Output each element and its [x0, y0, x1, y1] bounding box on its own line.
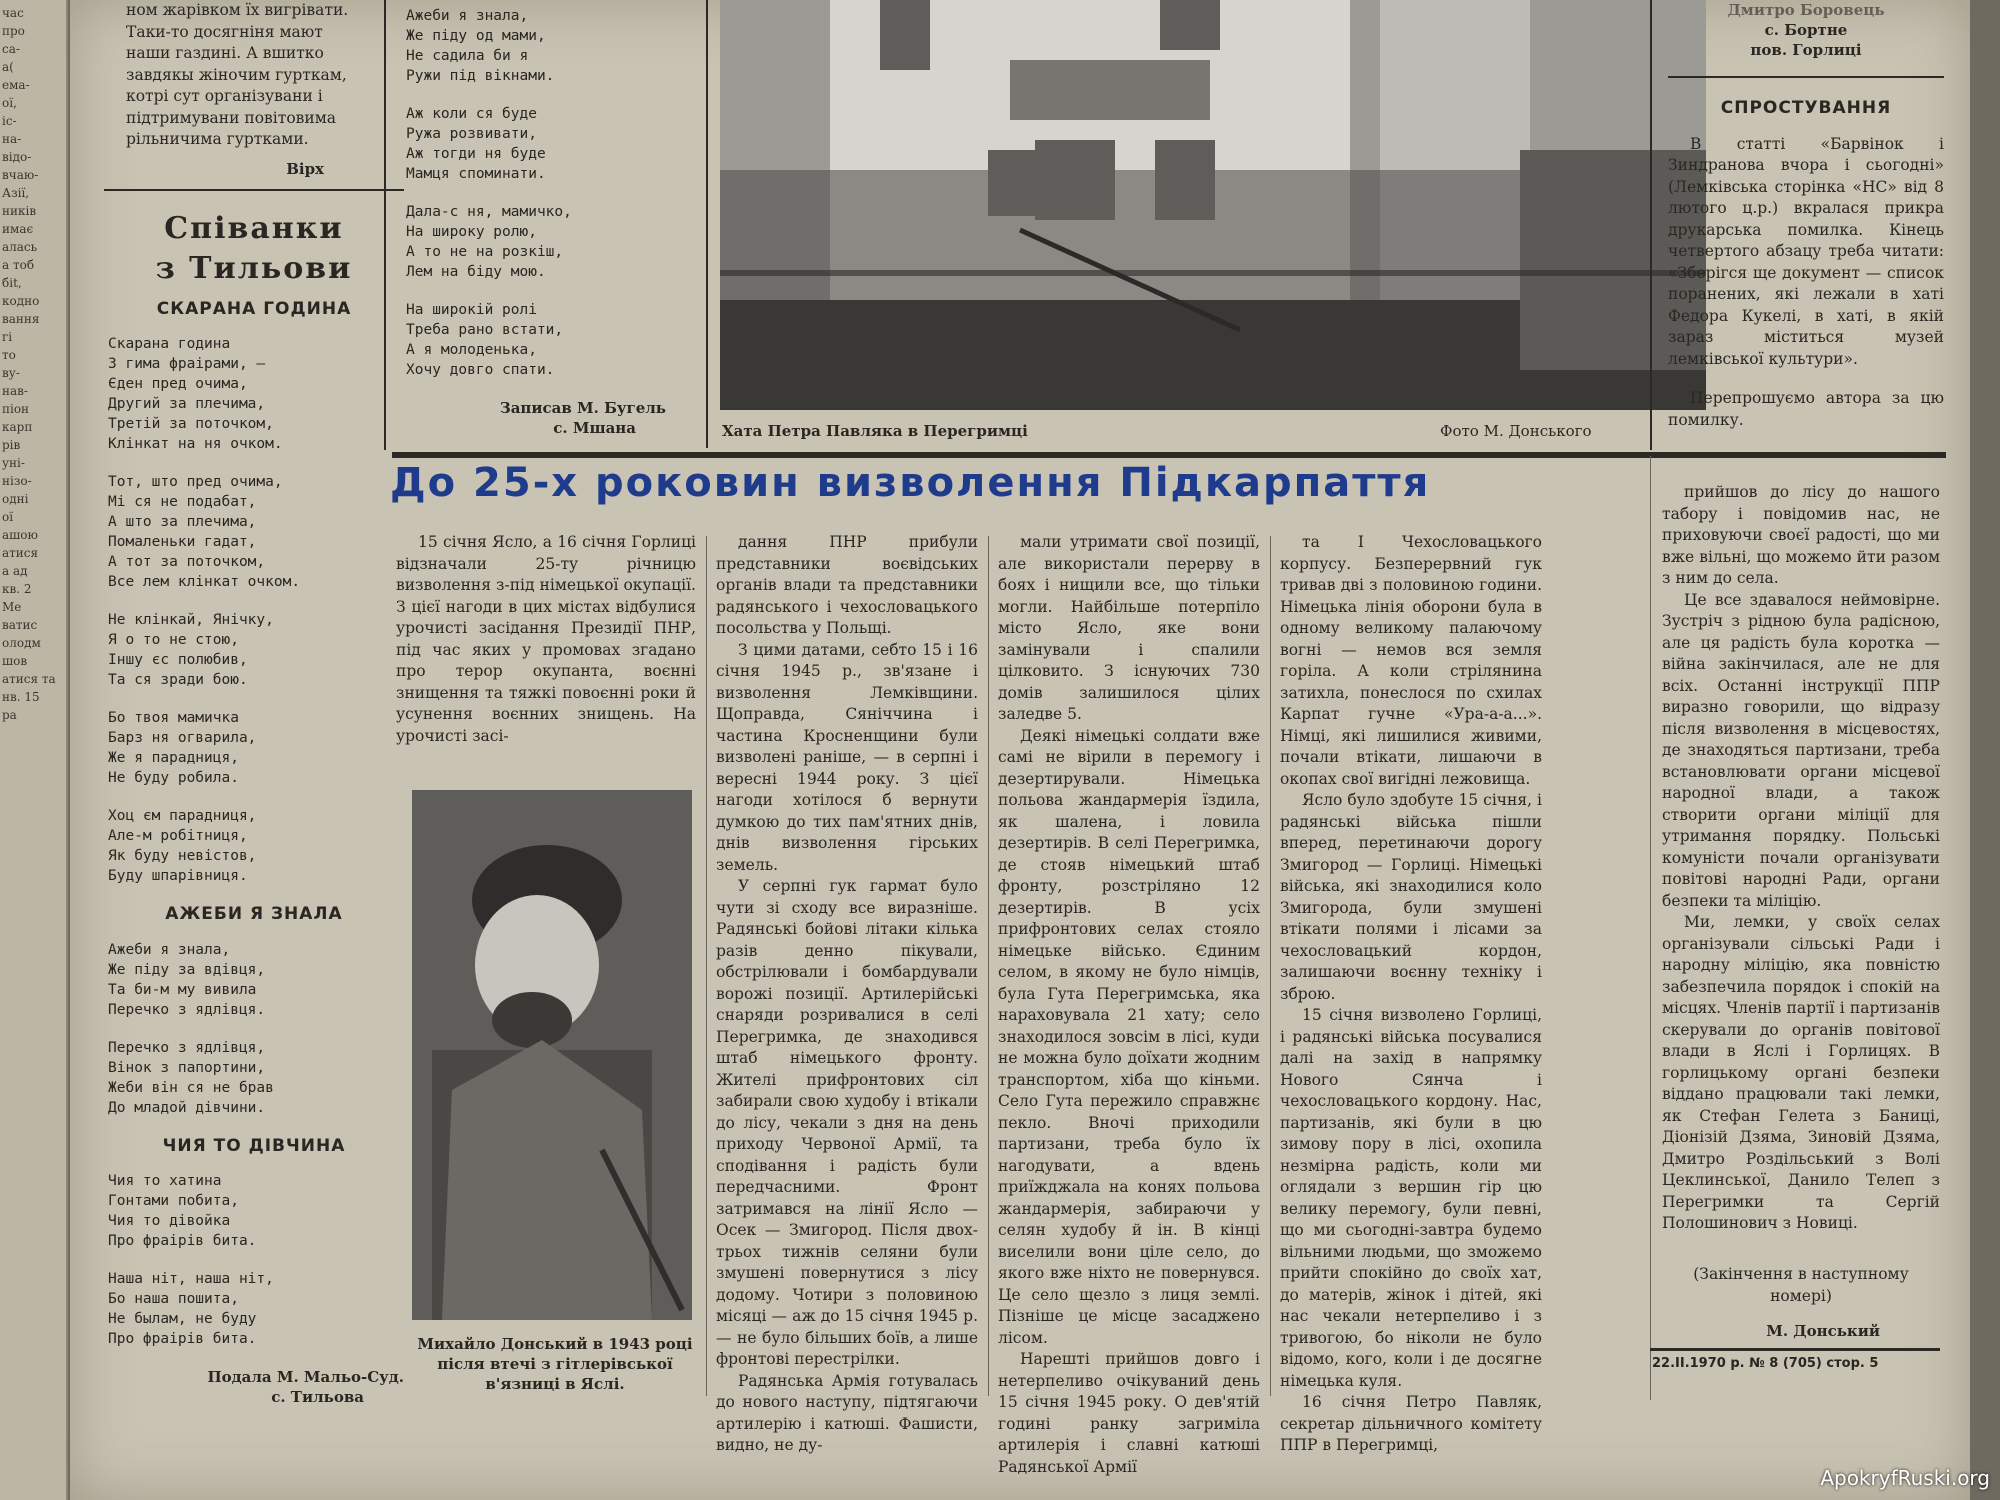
previous-page-fragment: піон — [2, 402, 30, 416]
previous-page-fragment: а тоб — [2, 258, 35, 272]
stanza — [108, 610, 404, 690]
stanza — [108, 1171, 404, 1251]
text-line: Таки-то досягнiня мают — [126, 22, 323, 41]
article-paragraph: 16 січня Петро Павляк, секретар дільничного комітету ППР в Перегримці, — [1280, 1393, 1542, 1454]
verse-line: Тот, што пред очима, — [108, 474, 283, 490]
previous-page-fragment: алась — [2, 240, 38, 254]
verse-line: Барз ня огварила, — [108, 730, 257, 746]
column-rule — [384, 0, 386, 450]
previous-page-fragment: Ме — [2, 600, 22, 614]
verse-line: Хоц єм парадниця, — [108, 808, 257, 824]
song2-text — [104, 940, 404, 1118]
previous-page-fragment: про — [2, 24, 25, 38]
previous-page-fragment: нізо- — [2, 474, 32, 488]
correction-apology — [1668, 388, 1944, 431]
article-paragraph: прийшов до лісу до нашого табору і повідомив нас, не приховуючи своєї радості, що ми вже вільні, що можемо йти разом з ним до села. — [1662, 483, 1940, 587]
verse-line: Не клінкай, Янічку, — [108, 612, 274, 628]
verse-line: Дала-с ня, мамичко, — [406, 204, 572, 220]
previous-page-fragment: ра — [2, 708, 17, 722]
text-line: наши газдині. А вшитко — [126, 44, 324, 62]
verse-line: Бо твоя мамичка — [108, 710, 239, 726]
poem-signature-name: Записав М. Бугель — [499, 399, 666, 417]
continued-note: (Закінчення в наступному номері) — [1693, 1265, 1909, 1305]
verse-line: Єден пред очима, — [108, 376, 248, 392]
stanza — [108, 1269, 404, 1349]
correction-text — [1668, 134, 1944, 371]
previous-page-fragment: час — [2, 6, 24, 20]
column-rule — [1650, 0, 1652, 450]
stanza — [406, 6, 706, 86]
article-column-5 — [1662, 482, 1940, 1235]
article-paragraph: Деякі німецькі солдати вже самі не вірили в перемогу і дезертирували. Німецька польова жандармерія їздила, як шалена, і ловила дезертирів. В селі Перегримка, де стояв німецький штаб фронту, розстріляно 12 дезертирів. В усіх прифронтових селах стояло німецьке військо. Єдиним селом, в якому не було німців, була Гута Перегримська, яка нараховувала 21 хату; село знаходилося зовсім в лісі, куди не можна було доїхати жодним транспортом, хіба що кіньми. Село Гута пережило справжнє пекло. Вночі приходили партизани, треба було їх нагодувати, а вдень приїжджала на конях польова жандармерія, забираючи у селян худобу й ін. В кінці виселили вони ціле село, до якого вже ніхто не повернувся. Це село щезло з лиця землі. Пізніше це місце засаджено лісом. — [998, 726, 1260, 1347]
stanza — [108, 806, 404, 886]
verse-line: Жеби він ся не брав — [108, 1079, 274, 1096]
verse-line: Бо наша пошита, — [108, 1291, 239, 1307]
previous-page-fragment: нав- — [2, 384, 28, 398]
article-paragraph: З цими датами, себто 15 і 16 січня 1945 р., зв'язане і визволення Лемківщини. Щоправда, Сяніччина і частина Кросненщини були визволені раніше, — в серпні і вересні 1944 року. З цієї нагоди хотілося б вернути думкою до тих пам'ятних днів, днів визволення гірських земель. — [716, 640, 978, 874]
article-column-1 — [396, 532, 696, 747]
verse-line: Ажеби я знала, — [108, 941, 231, 958]
verse-line: На широку ролю, — [406, 224, 537, 240]
verse-line: А я молоденька, — [406, 342, 537, 358]
previous-page-fragment: ву- — [2, 366, 20, 380]
house-photo-credit: Фото М. Донського — [1440, 422, 1592, 440]
previous-page-fragment: бit, — [2, 276, 22, 290]
previous-page-fragment: атися та — [2, 672, 56, 686]
column-rule — [706, 536, 707, 1396]
portrait-caption: Михайло Донський в 1943 році після втечі з гітлерівської в'язниці в Яслі. — [417, 1335, 693, 1393]
previous-page-fragment: ашою — [2, 528, 38, 542]
song3-signature-name: Подала М. Мальо-Суд. — [207, 1368, 404, 1386]
verse-line: Не садила би я — [406, 48, 529, 64]
text-line: котрі сут організувани і — [126, 87, 323, 105]
songs-heading-line2: з Тильови — [155, 250, 353, 286]
poem-signature-village: с. Мшана — [553, 419, 636, 437]
verse-line: Ружи під вікнами. — [406, 68, 555, 84]
poem-continuation — [406, 6, 706, 380]
verse-line: Гонтами побита, — [108, 1193, 239, 1209]
songs-heading-line1: Співанки — [164, 210, 344, 246]
verse-line: Лем на біду мою. — [406, 264, 546, 280]
verse-line: Але-м робітниця, — [108, 828, 248, 844]
verse-line: Не буду робила. — [108, 770, 239, 786]
left-column — [104, 0, 404, 1407]
top-signature: Вірх — [286, 159, 324, 178]
verse-line: А тот за поточком, — [108, 554, 266, 570]
previous-page-fragment: ої — [2, 510, 14, 524]
previous-page-fragment: ватис — [2, 618, 38, 632]
poem-column — [406, 6, 706, 438]
article-column-4 — [1280, 532, 1542, 1457]
verse-line: Аж тогди ня буде — [406, 146, 546, 162]
previous-page-fragment: олодм — [2, 636, 41, 650]
stanza — [108, 472, 404, 592]
right-signature — [1668, 0, 1944, 60]
previous-page-fragment: уні- — [2, 456, 25, 470]
article-paragraph: 15 січня визволено Горлиці, і радянські війська посувалися далі на захід в напрямку Нового Сянча і чехословацького кордону. Нас, партизанів, які були в цю зимову пору в лісі, охопила незмірна радість, коли ми оглядали з вершин гір цю велику перемогу, були певні, що ми сьогодні-завтра будемо вільними людьми, що зможемо прийти спокійно до своїх хат, до матерів, жінок і дітей, які нас чекали нетерпеливо і з тривогою, бо ніколи не було відомо, кого, коли і де досягне німецька куля. — [1280, 1006, 1542, 1390]
article-paragraph: та І Чехословацького корпусу. Безперервний гук тривав дві з половиною години. Німецька лінія оборони була в одному великому палаючому вогні — немов вся земля горіла. А коли стрілянина затихла, понеслося по схилах Карпат гучне «Ура-а-а...». Німці, які лишилися живими, почали втікати, лишаючи в окопах свої вигідні лежовища. — [1280, 533, 1542, 788]
top-text-fragment — [104, 0, 404, 151]
article-author: М. Донський — [1766, 1322, 1880, 1340]
verse-line: Як буду невістов, — [108, 848, 257, 864]
verse-line: А то не на розкіш, — [406, 244, 564, 260]
article-paragraph: Радянська Армія готувалась до нового наступу, підтягаючи артилерію і катюші. Фашисти, видно, не ду- — [716, 1371, 978, 1454]
right-signature-name: Дмитро Боровець — [1727, 1, 1885, 19]
previous-page-fragment: нв. 15 — [2, 690, 40, 704]
text-line: завдякы жіночим гурткам, — [126, 65, 347, 84]
article-end — [1662, 1264, 1940, 1341]
stanza — [108, 708, 404, 788]
previous-page-fragment: атися — [2, 546, 39, 560]
previous-page-fragment: кв. 2 — [2, 582, 32, 596]
article-paragraph: Це все здавалося неймовірне. Зустріч з рідною була радісною, але ця радість була коротка — війна закінчилася, але не для всіх. Останні інструкції ППР виразно говорили, що відразу після визволення в місцевостях, де знаходяться партизани, треба встановлювати органи місцевої народної влади, а також створити органи міліції для утримання порядку. Польські комуністи почали організувати повітові народні Ради, органи безпеки та міліцію. — [1662, 590, 1940, 910]
verse-line: Наша ніт, наша ніт, — [108, 1271, 274, 1287]
verse-line: Скарана година — [108, 336, 231, 352]
newspaper-page — [70, 0, 1970, 1500]
previous-page-fragment: одні — [2, 492, 29, 506]
right-signature-district: пов. Горлиці — [1750, 41, 1862, 59]
song1-text — [104, 334, 404, 886]
verse-line: Ружа розвивати, — [406, 126, 537, 142]
article-column-3 — [998, 532, 1260, 1478]
song2-title: АЖЕБИ Я ЗНАЛА — [165, 904, 343, 924]
stanza — [406, 104, 706, 184]
verse-line: Же я парадниця, — [108, 750, 239, 766]
verse-line: На широкій ролі — [406, 302, 537, 318]
column-rule — [988, 536, 989, 1396]
previous-page-fragment: рів — [2, 438, 21, 452]
right-top-column — [1668, 0, 1944, 431]
headline-rule — [392, 452, 1946, 458]
verse-line: З гима фраірами, — — [108, 356, 266, 372]
verse-line: До младой дівчини. — [108, 1099, 266, 1116]
previous-page-fragment: то — [2, 348, 16, 362]
verse-line: Перечко з ядлівця. — [108, 1001, 266, 1018]
article-column-2 — [716, 532, 978, 1457]
right-signature-village: с. Бортне — [1764, 21, 1848, 39]
previous-page-fragment: вання — [2, 312, 40, 326]
verse-line: Же піду од мами, — [406, 28, 546, 44]
previous-page-fragment: відо- — [2, 150, 32, 164]
verse-line: Третій за поточком, — [108, 416, 274, 432]
article-paragraph: Нарешті прийшов довго і нетерпеливо очікуваний день 15 січня 1945 року. О дев'ятій годині ранку загриміла артилерія і славні катюші Радянської Армії — [998, 1350, 1260, 1476]
verse-line: Мі ся не подабат, — [108, 494, 257, 510]
article-paragraph: Ми, лемки, у своїх селах організували сільські Ради і народну міліцію, яка повністю забезпечила порядок і спокій на місцях. Членів партії і партизанів скерували до органів повітової влади в Яслі і Горлицях. В горлицькому органі безпеки віддано працювали такі лемки, як Стефан Гелета з Баниці, Діонізій Дзяма, Зиновій Дзяма, Дмитро Роздільський з Волі Цеклинської, Данило Телеп з Перегримки та Сергій Полошинович з Новиці. — [1662, 913, 1940, 1232]
footer-rule — [1650, 1348, 1940, 1351]
previous-page-fragment: шов — [2, 654, 28, 668]
poem-signature — [406, 398, 666, 438]
previous-page-fragment: имає — [2, 222, 34, 236]
verse-line: Же піду за вдівця, — [108, 961, 266, 978]
verse-line: Аж коли ся буде — [406, 106, 537, 122]
correction-paragraph: В статті «Барвінок і Зиндранова вчора і сьогодні» (Лемківська сторінка «НС» від 8 лютого ц.р.) вкралася прикра друкарська помилка. Кінець четвертого абзацу треба читати: «Зберігся ще документ — список поранених, які лежали в хаті Федора Кукелі, в хаті, в якій зараз міститься музей лемківської культури». — [1668, 134, 1944, 368]
article-paragraph: 15 січня Ясло, а 16 січня Горлиці відзначали 25-ту річницю визволення з-під німецької окупації. З цієї нагоди в цих містах відбулися урочисті засідання Президії ПНР, під час яких у промовах згадано про терор окупанта, воєнні знищення та тяжкі повоєнні роки й усунення воєнних знищень. На урочисті засі- — [396, 533, 696, 745]
verse-line: Треба рано встати, — [406, 322, 564, 338]
verse-line: Іншу єс полюбив, — [108, 652, 248, 668]
text-line: підтримувани повітовима — [126, 108, 336, 127]
stanza — [406, 202, 706, 282]
article-paragraph: мали утримати свої позиції, але використали перерву в боях і нищили все, що тільки могли. Найбільше потерпіло місто Ясло, яке вони замінували і спалили цілковито. З існуючих 730 домів залишилося цілих заледве 5. — [998, 533, 1260, 723]
verse-line: А што за плечима, — [108, 514, 257, 530]
verse-line: Не былам, не буду — [108, 1311, 257, 1327]
stanza — [108, 940, 404, 1020]
column-rule — [1650, 456, 1651, 1400]
previous-page-fragment: са- — [2, 42, 20, 56]
portrait-photo — [412, 790, 692, 1320]
verse-line: Другий за плечима, — [108, 396, 266, 412]
song1-title: СКАРАНА ГОДИНА — [156, 298, 352, 319]
verse-line: Я о то не стою, — [108, 632, 239, 648]
apology-paragraph: Перепрошуємо автора за цю помилку. — [1668, 389, 1944, 429]
song3-signature — [104, 1367, 404, 1407]
previous-page-fragment: а ад — [2, 564, 28, 578]
section-divider — [1668, 76, 1944, 78]
verse-line: Про фраірів бита. — [108, 1331, 257, 1347]
verse-line: Буду шпарівниця. — [108, 868, 248, 884]
column-rule — [706, 0, 708, 448]
verse-line: Про фраірів бита. — [108, 1233, 257, 1249]
song3-title: ЧИЯ ТО ДІВЧИНА — [162, 1135, 346, 1156]
article-headline: До 25-х роковин визволення Підкарпаття — [390, 460, 1431, 506]
verse-line: Чия то дівойка — [108, 1213, 231, 1229]
verse-line: Вінок з папортини, — [108, 1059, 266, 1076]
previous-page-fragment: ників — [2, 204, 37, 218]
songs-heading — [104, 209, 404, 289]
song3-signature-village: с. Тильова — [271, 1388, 364, 1406]
article-paragraph: дання ПНР прибули представники воєвідських органів влади та представники радянського і чехословацького посольства у Польщі. — [716, 533, 978, 637]
stanza — [406, 300, 706, 380]
house-photo-caption: Хата Петра Павляка в Перегримці — [722, 422, 1028, 440]
previous-page-edge — [0, 0, 68, 1500]
verse-line: Та ся зради бою. — [108, 672, 248, 688]
song3-text — [104, 1171, 404, 1349]
stanza — [108, 1038, 404, 1118]
previous-page-fragment: Азії, — [2, 186, 30, 200]
issue-info: 22.II.1970 р. № 8 (705) стор. 5 — [1652, 1356, 1879, 1371]
previous-page-fragments — [0, 0, 66, 728]
house-photo-image — [720, 0, 1706, 410]
previous-page-fragment: ої, — [2, 96, 17, 110]
section-divider — [104, 189, 404, 191]
portrait-photo-image — [412, 790, 692, 1320]
watermark: ApokryfRuski.org — [1820, 1466, 1990, 1490]
stanza — [108, 334, 404, 454]
previous-page-fragment: ема- — [2, 78, 30, 92]
verse-line: Помаленьки гадат, — [108, 534, 257, 550]
verse-line: Хочу довго спати. — [406, 362, 555, 378]
previous-page-fragment: гі — [2, 330, 13, 344]
verse-line: Все лем клінкат очком. — [108, 574, 301, 590]
previous-page-fragment: а( — [2, 60, 14, 74]
verse-line: Ажеби я знала, — [406, 8, 529, 24]
previous-page-fragment: на- — [2, 132, 22, 146]
previous-page-fragment: кодно — [2, 294, 40, 308]
previous-page-fragment: іс- — [2, 114, 17, 128]
previous-page-fragment: вчаю- — [2, 168, 39, 182]
correction-title: СПРОСТУВАННЯ — [1720, 98, 1892, 118]
column-rule — [1270, 536, 1271, 1396]
previous-page-fragment: карп — [2, 420, 33, 434]
text-line: ном жарівком їх вигрівати. — [126, 1, 349, 19]
verse-line: Перечко з ядлівця, — [108, 1039, 266, 1056]
verse-line: Та би-м му вивила — [108, 981, 257, 998]
text-line: рільничима гуртками. — [126, 130, 309, 148]
verse-line: Мамця споминати. — [406, 166, 546, 182]
verse-line: Клінкат на ня очком. — [108, 436, 283, 452]
verse-line: Чия то хатина — [108, 1173, 222, 1189]
article-paragraph: У серпні гук гармат було чути зі сходу все виразніше. Радянські бойові літаки кілька разів денно пікували, обстрілювали і бомбардували ворожі позиції. Артилерійські снаряди розривалися в селі Перегримка, де знаходився штаб німецького фронту. Жителі прифронтових сіл забирали свою худобу і втікали до лісу, чекали з дня на день приходу Червоної Армії, та сподівання і радість були передчасними. Фронт затримався на лінії Ясло — Осек — Змигород. Після двох-трьох тижнів селяни були змушені повернутися з лісу додому. Чотири з половиною місяці — аж до 15 січня 1945 р. — не було більших боїв, а лише фронтові перестрілки. — [716, 877, 978, 1368]
house-photo — [720, 0, 1706, 410]
article-paragraph: Ясло було здобуте 15 січня, і радянські війська пішли вперед, перетинаючи дорогу Змигород — Горлиці. Німецькі війська, які знаходилися коло Змигорода, були змушені втікати полями і лісами за чехословацький кордон, залишаючи воєнну техніку і зброю. — [1280, 791, 1542, 1003]
